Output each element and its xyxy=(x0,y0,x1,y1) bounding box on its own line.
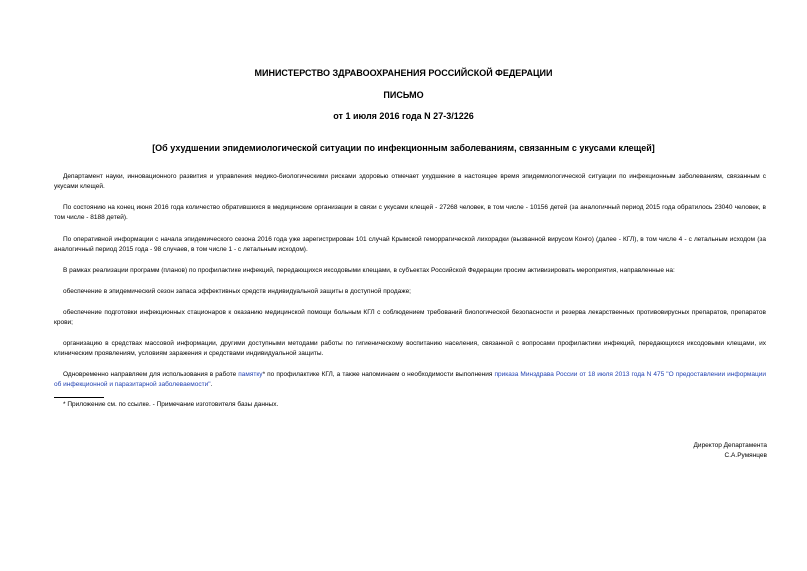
paragraph-7: организацию в средствах массовой информации, другими доступными методами работы по гигиеническому воспитанию населения, связанной с вопросами профилактики инфекций, передающихся иксодовыми клещами, их клиническим проявлениям, условиям заражения и средствами индивидуальной защиты. xyxy=(54,340,766,357)
paragraph-5: обеспечение в эпидемический сезон запаса эффективных средств индивидуальной защиты в доступной продаже; xyxy=(63,288,411,295)
ministry-title: МИНИСТЕРСТВО ЗДРАВООХРАНЕНИЯ РОССИЙСКОЙ ФЕДЕРАЦИИ xyxy=(254,68,553,78)
memo-link[interactable]: памятку xyxy=(238,371,263,378)
paragraph-2: По состоянию на конец июня 2016 года количество обратившихся в медицинские организации в связи с укусами клещей - 27268 человек, в том числе - 10156 детей (за аналогичный период 2015 года обратилось 23040 человек, в том числе - 8188 детей). xyxy=(54,204,766,221)
document-date-number: от 1 июля 2016 года N 27-3/1226 xyxy=(333,111,474,121)
document-subject: [Об ухудшении эпидемиологической ситуации по инфекционным заболеваниям, связанным с укусами клещей] xyxy=(152,143,655,153)
paragraph-8-text-3: . xyxy=(210,381,213,388)
document-type: ПИСЬМО xyxy=(383,90,424,100)
paragraph-8-text-1: Одновременно направляем для использования в работе xyxy=(63,371,239,378)
paragraph-8-text-2: * по профилактике КГЛ, а также напоминаем о необходимости выполнения xyxy=(262,371,495,378)
paragraph-3: По оперативной информации с начала эпидемического сезона 2016 года уже зарегистрирован 101 случай Крымской геморрагической лихорадки (вызванной вирусом Конго) (далее - КГЛ), в том числе 4 - с летальным исходом (за аналогичный период 2015 года - 98 случаев, в том числе 1 - с летальным исходом). xyxy=(54,236,766,253)
paragraph-8 xyxy=(54,370,766,390)
paragraph-4: В рамках реализации программ (планов) по профилактике инфекций, передающихся иксодовыми клещами, в субъектах Российской Федерации просим активизировать мероприятия, направленные на: xyxy=(63,267,675,274)
paragraph-6: обеспечение подготовки инфекционных стационаров к оказанию медицинской помощи больным КГЛ с соблюдением требований биологической безопасности и резерва лекарственных противовирусных препаратов, препаратов крови; xyxy=(54,309,766,326)
paragraph-1: Департамент науки, инновационного развития и управления медико-биологическими рисками здоровью отмечает ухудшение в настоящее время эпидемиологической ситуации по инфекционным заболеваниям, связанным с укусами клещей. xyxy=(54,173,766,190)
footnote: * Приложение см. по ссылке. - Примечание изготовителя базы данных. xyxy=(63,401,279,408)
order-475-link[interactable]: приказа Минздрава России от 18 июля 2013 года N 475 "О предоставлении информации об инфекционной и паразитарной заболеваемости" xyxy=(54,371,766,388)
signature-name: С.А.Румянцев xyxy=(724,452,767,459)
footnote-divider xyxy=(54,397,104,398)
signature-position: Директор Департамента xyxy=(693,442,767,449)
